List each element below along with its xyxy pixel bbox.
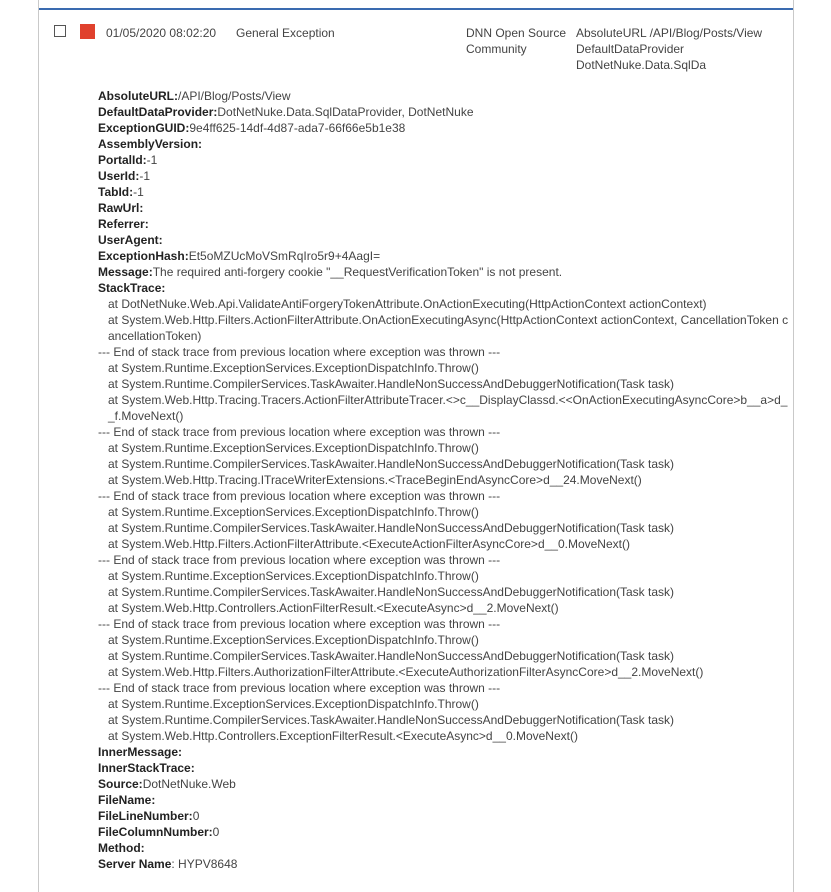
stack-trace-line: --- End of stack trace from previous location where exception was thrown --- bbox=[98, 425, 501, 439]
detail-field bbox=[98, 776, 790, 792]
log-details bbox=[98, 88, 790, 872]
detail-field-value: DotNetNuke.Web bbox=[142, 777, 236, 791]
detail-field bbox=[98, 200, 790, 216]
detail-field bbox=[98, 104, 790, 120]
stack-trace-line: at System.Runtime.CompilerServices.TaskAwaiter.HandleNonSuccessAndDebuggerNotification(Task task) bbox=[108, 521, 675, 535]
detail-field bbox=[98, 792, 790, 808]
log-type: General Exception bbox=[236, 26, 335, 40]
detail-field-label: FileName: bbox=[98, 793, 156, 807]
detail-field bbox=[98, 232, 790, 248]
stack-trace-line: --- End of stack trace from previous location where exception was thrown --- bbox=[98, 345, 501, 359]
log-entry-panel bbox=[38, 0, 794, 892]
detail-field-label: ExceptionGUID: bbox=[98, 121, 190, 135]
log-portal-text: DNN Open Source Community bbox=[466, 26, 567, 56]
detail-field-value: : HYPV8648 bbox=[171, 857, 238, 871]
detail-field bbox=[98, 840, 790, 856]
log-summary-text: AbsoluteURL /API/Blog/Posts/View DefaultDataProvider DotNetNuke.Data.SqlDa bbox=[576, 26, 763, 72]
detail-field-value: 0 bbox=[192, 809, 200, 823]
log-portal bbox=[466, 25, 568, 57]
detail-field-label: UserAgent: bbox=[98, 233, 163, 247]
detail-field-value: /API/Blog/Posts/View bbox=[178, 89, 291, 103]
detail-field bbox=[98, 168, 790, 184]
stack-trace-line: at System.Runtime.CompilerServices.TaskAwaiter.HandleNonSuccessAndDebuggerNotification(Task task) bbox=[108, 377, 675, 391]
detail-field-label: AssemblyVersion: bbox=[98, 137, 203, 151]
stack-trace-line: --- End of stack trace from previous location where exception was thrown --- bbox=[98, 553, 501, 567]
detail-field-value: The required anti-forgery cookie "__RequestVerificationToken" is not present. bbox=[152, 265, 563, 279]
stack-trace-line: at System.Runtime.ExceptionServices.ExceptionDispatchInfo.Throw() bbox=[108, 505, 479, 519]
detail-field-value: DotNetNuke.Data.SqlDataProvider, DotNetNuke bbox=[217, 105, 474, 119]
detail-field bbox=[98, 88, 790, 104]
detail-field-value: -1 bbox=[146, 153, 158, 167]
stack-trace-line: at System.Runtime.ExceptionServices.ExceptionDispatchInfo.Throw() bbox=[108, 697, 479, 711]
detail-field bbox=[98, 760, 790, 776]
detail-field-label: FileColumnNumber: bbox=[98, 825, 213, 839]
detail-field-label: InnerStackTrace: bbox=[98, 761, 195, 775]
details-fields-top bbox=[98, 88, 790, 296]
stack-trace-line: --- End of stack trace from previous location where exception was thrown --- bbox=[98, 681, 501, 695]
detail-field bbox=[98, 280, 790, 296]
detail-field-value: Et5oMZUcMoVSmRqIro5r9+4AagI= bbox=[188, 249, 381, 263]
stack-trace-line: at System.Web.Http.Controllers.ActionFilterResult.<ExecuteAsync>d__2.MoveNext() bbox=[108, 601, 559, 615]
detail-field-label: InnerMessage: bbox=[98, 745, 183, 759]
stack-trace-line: at System.Web.Http.Controllers.ExceptionFilterResult.<ExecuteAsync>d__0.MoveNext() bbox=[108, 729, 578, 743]
detail-field bbox=[98, 120, 790, 136]
detail-field bbox=[98, 136, 790, 152]
detail-field-label: Source: bbox=[98, 777, 143, 791]
detail-field-label: RawUrl: bbox=[98, 201, 144, 215]
stack-trace-line: at System.Runtime.ExceptionServices.ExceptionDispatchInfo.Throw() bbox=[108, 633, 479, 647]
stack-trace-line: at System.Web.Http.Filters.AuthorizationFilterAttribute.<ExecuteAuthorizationFilterAsyncCore>d__2.MoveNext() bbox=[108, 665, 704, 679]
stack-trace-line: at System.Runtime.CompilerServices.TaskAwaiter.HandleNonSuccessAndDebuggerNotification(Task task) bbox=[108, 457, 675, 471]
detail-field-label: AbsoluteURL: bbox=[98, 89, 178, 103]
stack-trace-line: at System.Runtime.ExceptionServices.ExceptionDispatchInfo.Throw() bbox=[108, 361, 479, 375]
stack-trace-line: at DotNetNuke.Web.Api.ValidateAntiForgeryTokenAttribute.OnActionExecuting(HttpActionContext actionContext) bbox=[108, 297, 707, 311]
detail-field bbox=[98, 744, 790, 760]
detail-field bbox=[98, 808, 790, 824]
stack-trace-line: --- End of stack trace from previous location where exception was thrown --- bbox=[98, 617, 501, 631]
detail-field-label: DefaultDataProvider: bbox=[98, 105, 218, 119]
stack-trace-line: at System.Web.Http.Tracing.Tracers.ActionFilterAttributeTracer.<>c__DisplayClassd.<<OnActionExecutingAsyncCore>b__a>d__f.MoveNext() bbox=[108, 393, 788, 423]
detail-field-label: Method: bbox=[98, 841, 145, 855]
stack-trace-line: at System.Web.Http.Tracing.ITraceWriterExtensions.<TraceBeginEndAsyncCore>d__24.MoveNext() bbox=[108, 473, 642, 487]
stack-trace-line: at System.Runtime.ExceptionServices.ExceptionDispatchInfo.Throw() bbox=[108, 569, 479, 583]
stack-trace-line: at System.Runtime.ExceptionServices.ExceptionDispatchInfo.Throw() bbox=[108, 441, 479, 455]
detail-field-label: StackTrace: bbox=[98, 281, 166, 295]
detail-field bbox=[98, 824, 790, 840]
detail-field-label: FileLineNumber: bbox=[98, 809, 193, 823]
detail-field bbox=[98, 152, 790, 168]
detail-field-value: -1 bbox=[133, 185, 144, 199]
detail-field-value: -1 bbox=[139, 169, 151, 183]
stack-trace-line: at System.Runtime.CompilerServices.TaskAwaiter.HandleNonSuccessAndDebuggerNotification(Task task) bbox=[108, 713, 675, 727]
stack-trace bbox=[98, 296, 790, 744]
detail-field-label: TabId: bbox=[98, 185, 134, 199]
log-summary bbox=[576, 25, 788, 73]
detail-field-label: Server Name bbox=[98, 857, 172, 871]
detail-field-value: 9e4ff625-14df-4d87-ada7-66f66e5b1e38 bbox=[189, 121, 406, 135]
stack-trace-line: --- End of stack trace from previous location where exception was thrown --- bbox=[98, 489, 501, 503]
detail-field bbox=[98, 184, 790, 200]
detail-field-value: 0 bbox=[212, 825, 220, 839]
details-fields-bottom bbox=[98, 744, 790, 872]
panel-top-border bbox=[39, 8, 793, 10]
row-select-checkbox[interactable] bbox=[54, 25, 66, 37]
detail-field bbox=[98, 216, 790, 232]
severity-indicator bbox=[80, 24, 95, 39]
detail-field-label: Referrer: bbox=[98, 217, 149, 231]
detail-field bbox=[98, 248, 790, 264]
log-date: 01/05/2020 08:02:20 bbox=[106, 26, 217, 40]
detail-field-label: PortalId: bbox=[98, 153, 147, 167]
detail-field bbox=[98, 856, 790, 872]
detail-field-label: Message: bbox=[98, 265, 153, 279]
detail-field-label: UserId: bbox=[98, 169, 140, 183]
detail-field bbox=[98, 264, 790, 280]
stack-trace-line: at System.Web.Http.Filters.ActionFilterAttribute.<ExecuteActionFilterAsyncCore>d__0.MoveNext() bbox=[108, 537, 630, 551]
stack-trace-line: at System.Runtime.CompilerServices.TaskAwaiter.HandleNonSuccessAndDebuggerNotification(Task task) bbox=[108, 585, 675, 599]
stack-trace-line: at System.Web.Http.Filters.ActionFilterAttribute.OnActionExecutingAsync(HttpActionContext actionContext, CancellationToken cancellationToken) bbox=[108, 313, 789, 343]
detail-field-label: ExceptionHash: bbox=[98, 249, 189, 263]
stack-trace-line: at System.Runtime.CompilerServices.TaskAwaiter.HandleNonSuccessAndDebuggerNotification(Task task) bbox=[108, 649, 675, 663]
